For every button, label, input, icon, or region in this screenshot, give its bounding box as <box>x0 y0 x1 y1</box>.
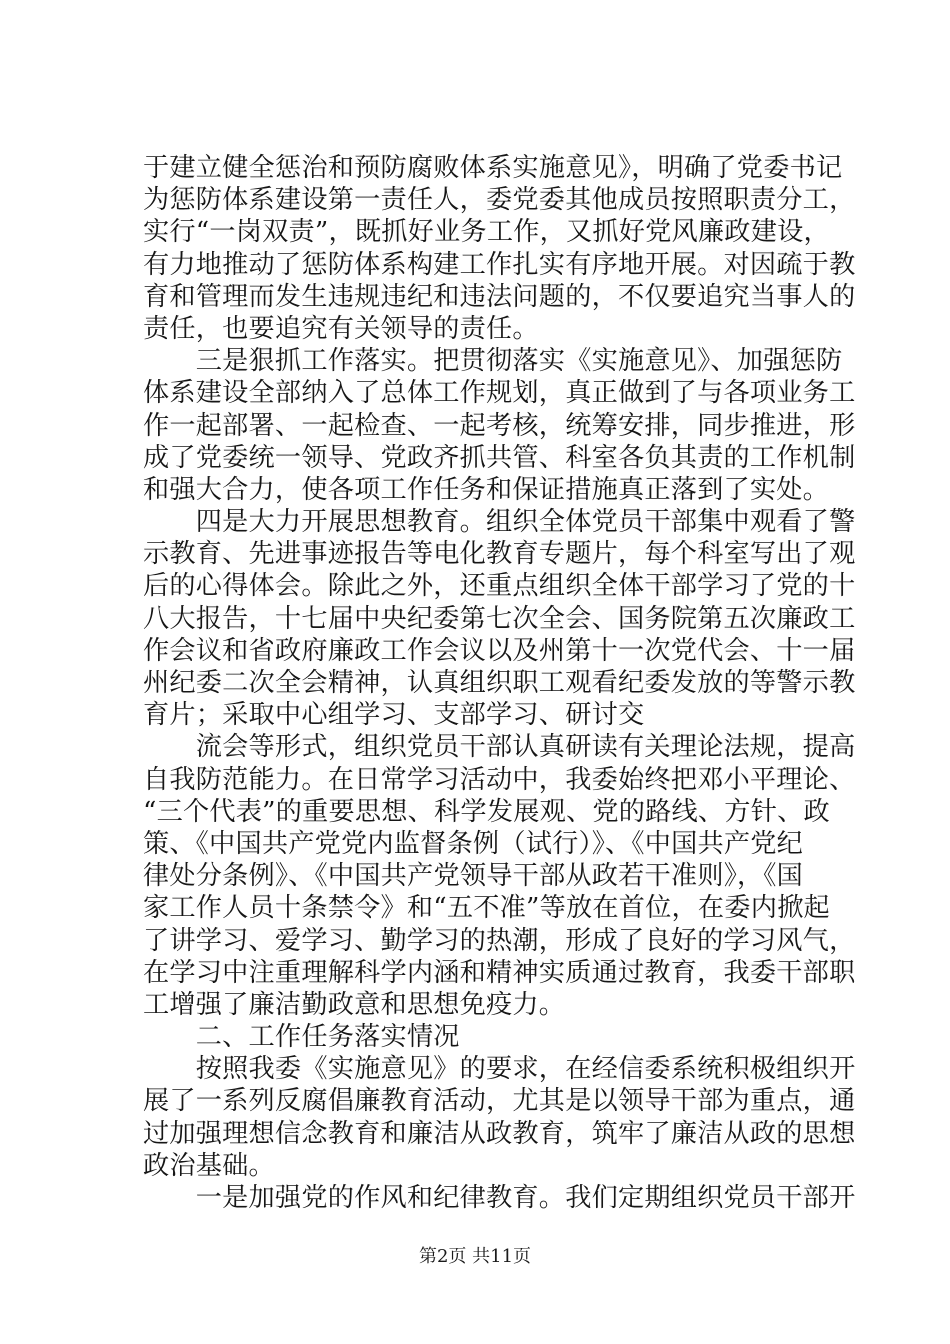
text-line: 一是加强党的作风和纪律教育。我们定期组织党员干部开 <box>143 1183 856 1213</box>
text-line: 在学习中注重理解科学内涵和精神实质通过教育，我委干部职 <box>143 957 856 988</box>
text-line: 作一起部署、一起检查、一起考核，统筹安排，同步推进，形 <box>143 410 856 441</box>
page-number-footer: 第2页 共11页 <box>418 1246 532 1267</box>
text-line: 按照我委《实施意见》的要求，在经信委系统积极组织开 <box>143 1054 856 1085</box>
text-line: 流会等形式，组织党员干部认真研读有关理论法规，提高 <box>143 732 856 763</box>
text-line: 策、《中国共产党党内监督条例（试行）》、《中国共产党纪 <box>143 828 804 859</box>
text-line: 三是狠抓工作落实。把贯彻落实《实施意见》、加强惩防 <box>143 346 843 377</box>
text-line: 工增强了廉洁勤政意和思想免疫力。 <box>143 989 566 1020</box>
text-line: “三个代表”的重要思想、科学发展观、党的路线、方针、政 <box>143 796 830 827</box>
text-line: 于建立健全惩治和预防腐败体系实施意见》，明确了党委书记 <box>143 153 843 183</box>
text-line: 家工作人员十条禁令》和“五不准”等放在首位，在委内掀起 <box>143 893 830 924</box>
text-line: 八大报告，十七届中央纪委第七次全会、国务院第五次廉政工 <box>143 603 856 634</box>
text-line: 四是大力开展思想教育。组织全体党员干部集中观看了警 <box>143 507 856 538</box>
text-line: 政治基础。 <box>143 1150 275 1181</box>
body-text <box>143 152 856 1214</box>
text-line: 作会议和省政府廉政工作会议以及州第十一次党代会、十一届 <box>143 635 856 666</box>
text-line: 为惩防体系建设第一责任人，委党委其他成员按照职责分工， <box>143 185 856 216</box>
text-line: 过加强理想信念教育和廉洁从政教育，筑牢了廉洁从政的思想 <box>143 1118 856 1149</box>
text-line: 体系建设全部纳入了总体工作规划，真正做到了与各项业务工 <box>143 378 856 409</box>
text-line: 责任，也要追究有关领导的责任。 <box>143 313 539 344</box>
text-line: 有力地推动了惩防体系构建工作扎实有序地开展。对因疏于教 <box>143 249 856 280</box>
text-line: 州纪委二次全会精神，认真组织职工观看纪委发放的等警示教 <box>143 668 856 698</box>
text-line: 成了党委统一领导、党政齐抓共管、科室各负其责的工作机制 <box>143 442 856 473</box>
section-heading: 二、工作任务落实情况 <box>143 1022 460 1053</box>
text-line: 育和管理而发生违规违纪和违法问题的，不仅要追究当事人的 <box>143 281 856 312</box>
text-line: 示教育、先进事迹报告等电化教育专题片，每个科室写出了观 <box>143 539 856 570</box>
text-line: 和强大合力，使各项工作任务和保证措施真正落到了实处。 <box>143 474 830 505</box>
text-line: 自我防范能力。在日常学习活动中，我委始终把邓小平理论、 <box>143 764 856 795</box>
text-line: 后的心得体会。除此之外，还重点组织全体干部学习了党的十 <box>143 571 856 602</box>
text-line: 律处分条例》、《中国共产党领导干部从政若干准则》，《国 <box>143 861 804 892</box>
text-line: 了讲学习、爱学习、勤学习的热潮，形成了良好的学习风气， <box>143 925 856 956</box>
text-line: 育片；采取中心组学习、支部学习、研讨交 <box>143 700 645 731</box>
text-line: 实行“一岗双责”，既抓好业务工作，又抓好党风廉政建设， <box>143 217 830 248</box>
text-line: 展了一系列反腐倡廉教育活动，尤其是以领导干部为重点，通 <box>143 1086 856 1117</box>
